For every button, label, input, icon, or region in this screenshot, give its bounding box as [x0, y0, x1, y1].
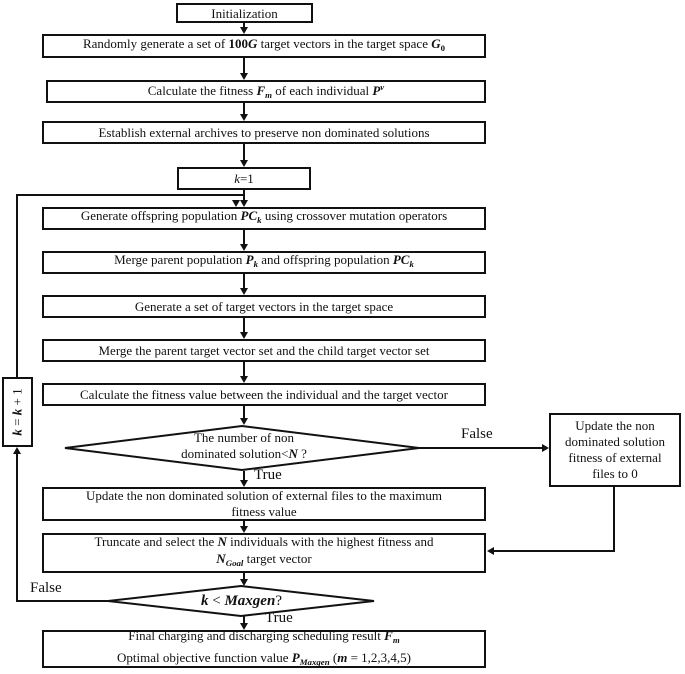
arrowhead-init-to-generate [240, 27, 248, 34]
edge-gentargets-to-mergesets [243, 318, 245, 333]
node-initialization-label: Initialization [211, 5, 278, 21]
arrowhead-truncate-to-decision2 [240, 579, 248, 586]
node-truncate-select-line2: $N_{Goal}$ target vector [216, 551, 312, 569]
node-update-max-fitness-line1: Update the non dominated solution of external files to the maximum [86, 488, 442, 503]
node-update-external-zero-line1: Update the non [575, 418, 655, 433]
edge-archives-to-k1 [243, 144, 245, 161]
arrowhead-decision2-true [240, 623, 248, 630]
node-truncate-select [42, 533, 486, 573]
node-k-equals-1-label: k=1 [234, 171, 254, 186]
node-calculate-fitness [46, 80, 486, 103]
decision-nondominated-line1: The number of non [193, 430, 294, 445]
node-generate-target-vectors-100g [42, 34, 486, 58]
node-k-increment [2, 377, 33, 447]
node-generate-offspring-label: Generate offspring population $PC_k$ using crossover mutation operators [80, 208, 448, 226]
node-update-max-fitness-line2: fitness value [231, 504, 297, 519]
node-generate-offspring [42, 207, 486, 230]
arrowhead-gentargets-to-mergesets [240, 332, 248, 339]
node-calculate-fitness-value [42, 383, 486, 406]
node-update-external-zero-line3: fitness of external [568, 450, 662, 465]
arrowhead-fitnessvalue-to-decision1 [240, 418, 248, 425]
node-merge-target-sets [42, 339, 486, 362]
node-generate-target-vectors-label: Generate a set of target vectors in the target space [134, 299, 394, 314]
label-decision2-false: False [30, 580, 62, 596]
edge-loop-top-horizontal [16, 194, 244, 196]
arrowhead-updatezero-to-truncate [487, 547, 494, 555]
node-generate-target-vectors [42, 295, 486, 318]
arrowhead-archives-to-k1 [240, 160, 248, 167]
node-merge-target-sets-label: Merge the parent target vector set and the child target vector set [98, 343, 430, 358]
arrowhead-fitness-to-archives [240, 114, 248, 121]
decision-maxgen-line1: k < Maxgen? [201, 593, 282, 609]
node-update-external-zero-line2: dominated solution [564, 434, 666, 449]
node-initialization [176, 3, 313, 23]
arrowhead-decision1-true [240, 480, 248, 487]
label-decision1-true: True [254, 467, 282, 483]
edge-decision1-false [418, 447, 543, 449]
arrowhead-decision1-false [542, 444, 549, 452]
node-update-max-fitness [42, 487, 486, 521]
label-decision1-false: False [461, 426, 493, 442]
arrowhead-k1-to-offspring [240, 200, 248, 207]
node-establish-archives-label: Establish external archives to preserve non dominated solutions [98, 125, 430, 140]
arrowhead-offspring-to-merge [240, 244, 248, 251]
label-decision2-true: True [265, 610, 293, 626]
edge-merge-to-gentargets [243, 274, 245, 289]
node-calculate-fitness-label: Calculate the fitness $F_m$ of each individual $P^v$ [147, 82, 385, 100]
arrowhead-updatemax-to-truncate [240, 526, 248, 533]
node-merge-populations-label: Merge parent population $P_k$ and offspring population $PC_k$ [114, 252, 414, 270]
node-final-result-line2: Optimal objective function value $P_{Maxgen}$ (m = 1,2,3,4,5) [117, 650, 411, 668]
node-update-external-zero-line4: files to 0 [592, 466, 638, 481]
edge-loop-left-lower [16, 453, 18, 600]
arrowhead-loop-into-offspring [232, 200, 240, 207]
arrowhead-generate-to-fitness [240, 73, 248, 80]
edge-mergesets-to-fitnessvalue [243, 362, 245, 377]
node-establish-archives [42, 121, 486, 144]
node-final-result-line1: Final charging and discharging scheduling result $F_m$ [128, 627, 400, 645]
node-truncate-select-line1: Truncate and select the N individuals with the highest fitness and [94, 534, 434, 550]
node-k-equals-1 [177, 167, 311, 190]
edge-updatezero-to-truncate [493, 550, 615, 552]
arrowhead-mergesets-to-fitnessvalue [240, 376, 248, 383]
decision-nondominated-line2: dominated solution<N ? [181, 446, 307, 461]
edge-decision2-false [16, 600, 108, 602]
node-final-result [42, 627, 486, 668]
node-k-increment-label: k = k + 1 [9, 388, 25, 436]
node-calculate-fitness-value-label: Calculate the fitness value between the individual and the target vector [80, 387, 448, 402]
edge-generate-to-fitness [243, 58, 245, 74]
decision-maxgen-text [107, 592, 376, 610]
node-generate-target-vectors-100g-label: Randomly generate a set of 100G target vectors in the target space $G_0$ [82, 35, 446, 54]
node-merge-populations [42, 251, 486, 274]
edge-updatezero-down [613, 487, 615, 551]
decision-nondominated-text [120, 430, 368, 462]
edge-loop-left-upper [16, 195, 18, 377]
edge-offspring-to-merge [243, 230, 245, 245]
arrowhead-merge-to-gentargets [240, 288, 248, 295]
arrowhead-loop-into-kincrement [13, 447, 21, 454]
node-update-external-zero [549, 413, 681, 487]
